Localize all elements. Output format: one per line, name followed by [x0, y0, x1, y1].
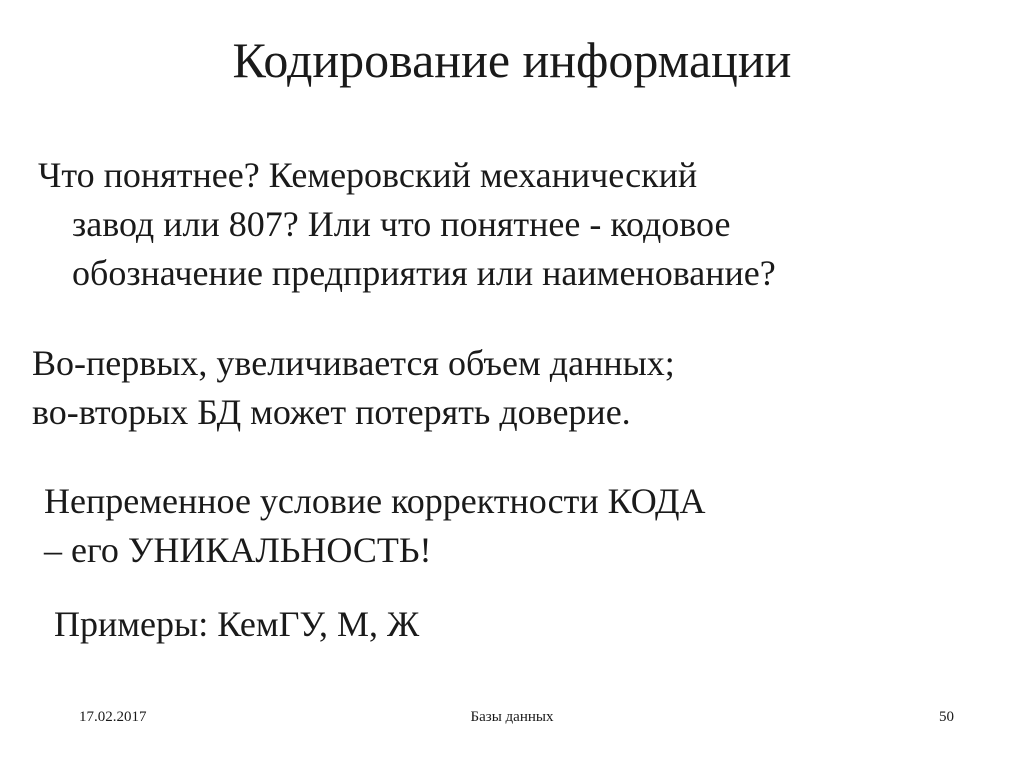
paragraph-line: завод или 807? Или что понятнее - кодовое [72, 204, 731, 244]
paragraph-line: Во-первых, увеличивается объем данных; [32, 343, 675, 383]
slide-title: Кодирование информации [232, 32, 792, 88]
paragraph-consequences [32, 339, 675, 437]
paragraph-line: Что понятнее? Кемеровский механический [38, 155, 698, 195]
paragraph-line: во-вторых БД может потерять доверие. [32, 392, 631, 432]
paragraph-question [38, 151, 776, 298]
paragraph-line: обозначение предприятия или наименование? [72, 253, 776, 293]
paragraph-line: Непременное условие корректности КОДА [44, 481, 706, 521]
footer-date: 17.02.2017 [79, 709, 147, 725]
paragraph-examples [54, 600, 419, 649]
page-number: 50 [939, 709, 954, 725]
paragraph-condition [44, 477, 706, 575]
footer-title: Базы данных [470, 709, 554, 725]
paragraph-line: Примеры: КемГУ, М, Ж [54, 604, 420, 644]
paragraph-line: – его УНИКАЛЬНОСТЬ! [44, 530, 432, 570]
